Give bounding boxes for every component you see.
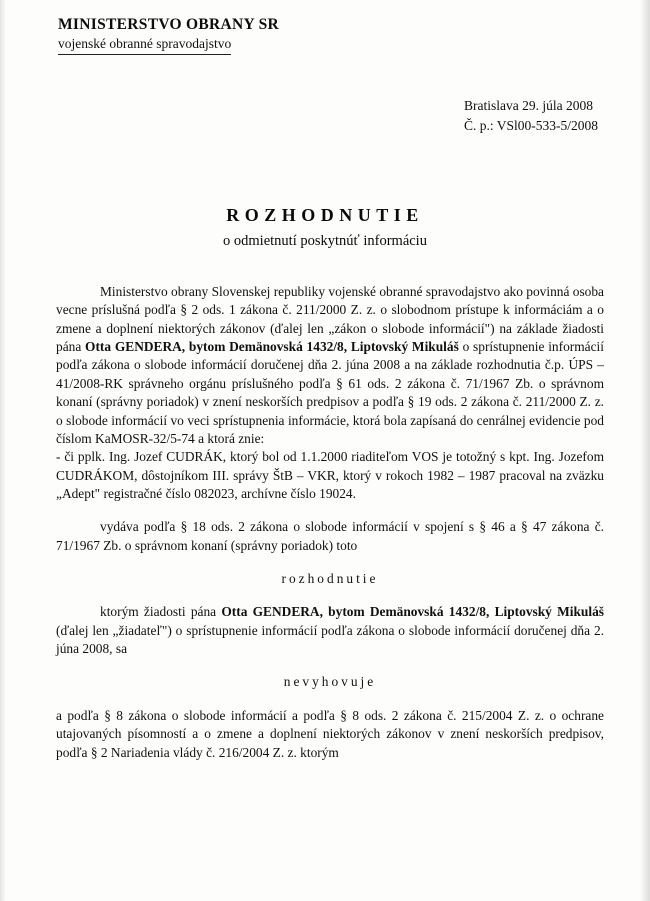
reference-number: Č. p.: VSl00-533-5/2008	[463, 118, 598, 134]
document-body	[56, 283, 604, 762]
decision-word: rozhodnutie	[281, 571, 379, 587]
question-item: - či pplk. Ing. Jozef CUDRÁK, ktorý bol od 1.1.2000 riaditeľom VOS je totožný s kpt. Ing. Jozefom CUDRÁKOM, dôstojníkom III. správy ŠtB – VKR, ktorý v rokoch 1982 – 1987 pracoval na zväzku „Adept" registračné číslo 082023, archívne číslo 19024.	[56, 449, 604, 501]
paragraph-decision-part1: ktorým žiadosti pána	[100, 604, 222, 620]
refusal-word: nevyhovuje	[283, 674, 377, 690]
paragraph-legal-basis: a podľa § 8 zákona o slobode informácií a podľa § 8 ods. 2 zákona č. 215/2004 Z. z. o ochrane utajovaných písomností a o zmene a doplnení niektorých zákonov v znení neskorších predpisov, podľa § 2 Nariadenia vlády č. 216/2004 Z. z. ktorým	[56, 707, 604, 760]
paragraph-intro-part1: Ministerstvo obrany Slovenskej republiky vojenské obranné spravodajstvo ako povinná osoba vecne príslušná podľa § 2 ods. 1 zákona č. 211/2000 Z. z. o slobodnom prístupe k informáciám a o zmene a doplnení niektorých zákonov (ďalej len „zákon o slobode informácií") na základe žiadosti pána	[56, 284, 604, 355]
paragraph-decision	[56, 603, 604, 658]
department-name: vojenské obranné spravodajstvo	[58, 36, 231, 55]
page-subtitle: o odmietnutí poskytnúť informáciu	[223, 233, 427, 249]
place-and-date: Bratislava 29. júla 2008	[463, 98, 593, 113]
applicant-name-2: Otta GENDERA, bytom Demänovská 1432/8, Liptovský Mikuláš	[221, 604, 605, 620]
organization-name: MINISTERSTVO OBRANY SR	[58, 16, 280, 33]
letterhead	[58, 16, 358, 55]
applicant-name-1: Otta GENDERA, bytom Demänovská 1432/8, Liptovský Mikuláš	[85, 339, 459, 355]
paragraph-decision-part2: (ďalej len „žiadateľ") o sprístupnenie informácií podľa zákona o slobode informácií doručenej dňa 2. júna 2008, sa	[56, 622, 604, 657]
page-title: ROZHODNUTIE	[226, 205, 424, 225]
paragraph-intro	[56, 283, 604, 448]
paragraph-issues: vydáva podľa § 18 ods. 2 zákona o slobode informácií v spojení s § 46 a § 47 zákona č. 71/1967 Zb. o správnom konaní (správny poriadok) toto	[56, 519, 604, 553]
document-meta	[464, 96, 598, 137]
paragraph-intro-part2: o sprístupnenie informácií podľa zákona o slobode informácií doručenej dňa 2. júna 2008 a na základe rozhodnutia č.p. ÚPS – 41/2008-RK správneho orgánu príslušného podľa § 61 ods. 2 zákona č. 71/1967 Zb. o správnom konaní (správny poriadok) v znení neskorších predpisov a podľa § 19 ods. 2 zákona č. 211/2000 Z. z. o slobode informácií vo veci sprístupnenia informácie, ktorá bola zapísaná do cenrálnej evidencie pod číslom KaMOSR-32/5-74 a ktorá znie:	[56, 339, 604, 446]
title-block	[0, 205, 650, 250]
